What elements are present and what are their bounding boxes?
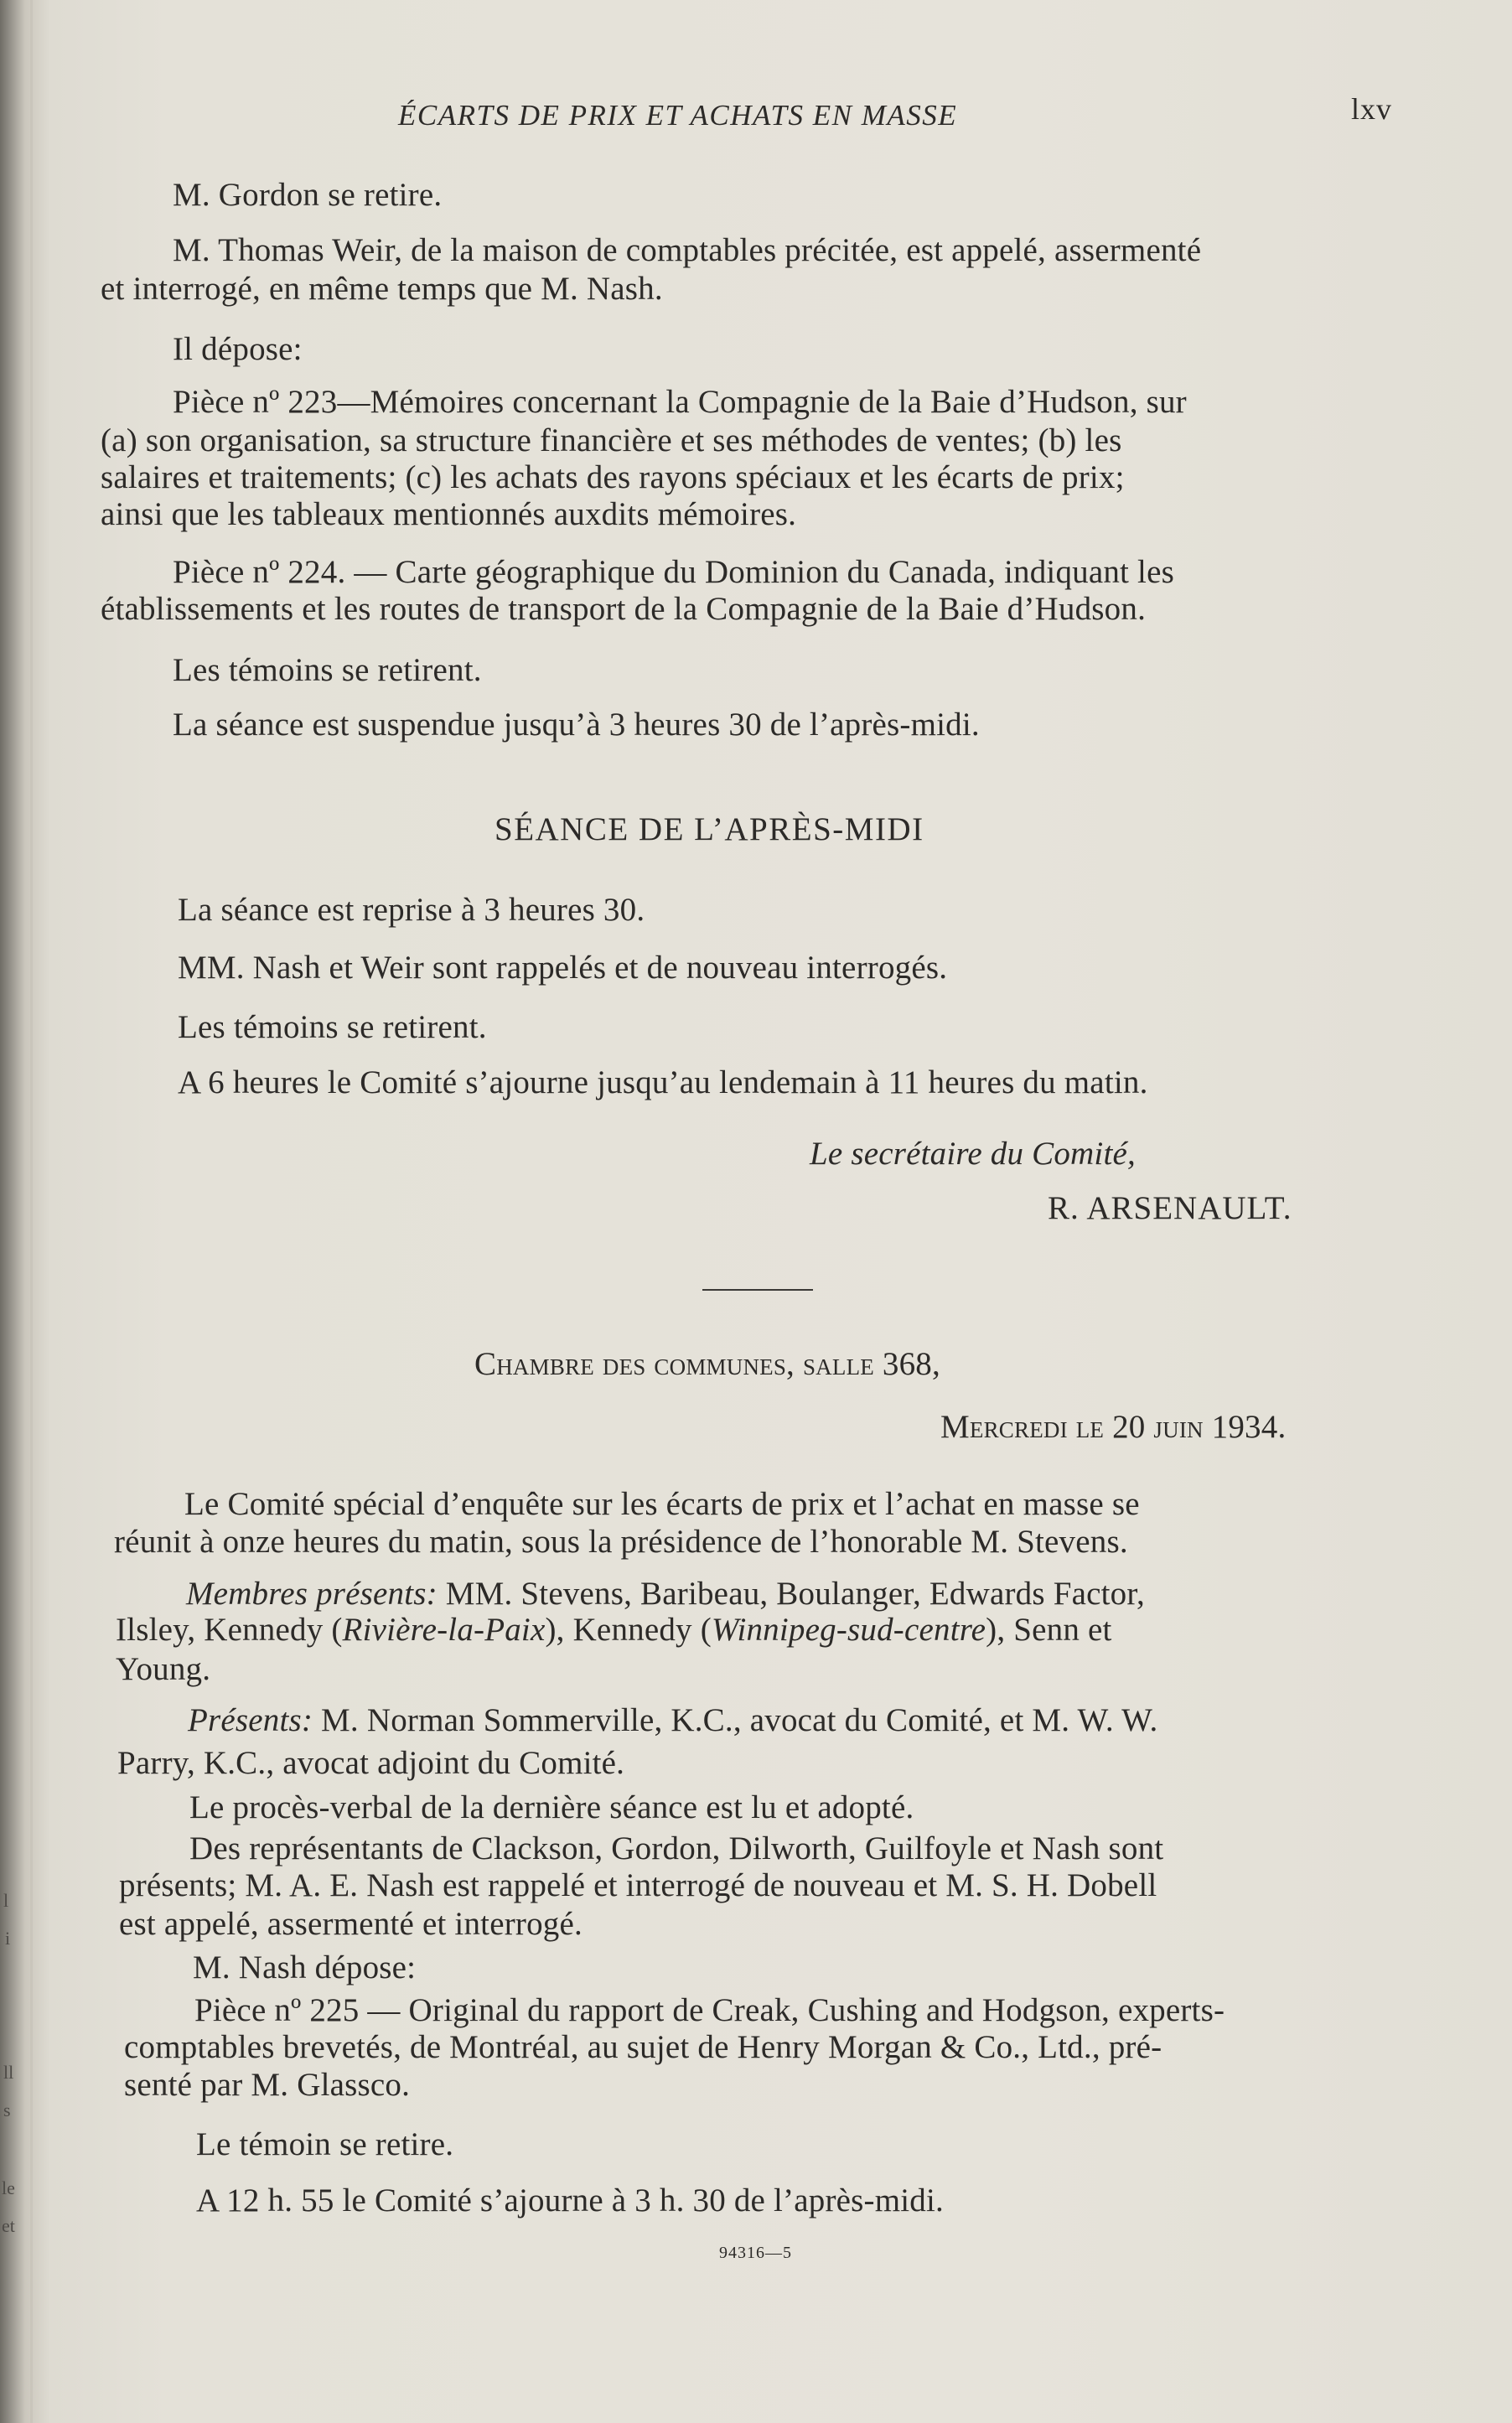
margin-mark: ll xyxy=(3,2062,14,2083)
members-text: ), Senn et xyxy=(986,1612,1112,1648)
riding-name: Rivière-la-Paix xyxy=(342,1612,546,1648)
paragraph-line: M. Gordon se retire. xyxy=(173,177,443,213)
members-line xyxy=(186,1577,1145,1610)
margin-mark: i xyxy=(5,1928,11,1949)
paragraph-line: Parry, K.C., avocat adjoint du Comité. xyxy=(117,1745,625,1781)
paragraph-line: et interrogé, en même temps que M. Nash. xyxy=(101,271,663,307)
running-title: ÉCARTS DE PRIX ET ACHATS EN MASSE xyxy=(398,99,958,132)
present-line xyxy=(188,1704,1158,1737)
paragraph-line: réunit à onze heures du matin, sous la présidence de l’honorable M. Stevens. xyxy=(114,1524,1128,1560)
paragraph-line: Pièce nº 223—Mémoires concernant la Compagnie de la Baie d’Hudson, sur xyxy=(173,384,1187,420)
margin-mark: et xyxy=(2,2215,15,2236)
paragraph-line: (a) son organisation, sa structure financière et ses méthodes de ventes; (b) les xyxy=(101,422,1122,458)
paragraph-line: Les témoins se retirent. xyxy=(178,1009,487,1045)
paragraph-line: La séance est reprise à 3 heures 30. xyxy=(178,892,645,928)
paragraph-line: Il dépose: xyxy=(173,331,303,367)
paragraph-line: comptables brevetés, de Montréal, au sujet de Henry Morgan & Co., Ltd., pré- xyxy=(124,2029,1162,2065)
page-number: lxv xyxy=(1351,92,1393,126)
paragraph-line: Le Comité spécial d’enquête sur les écarts de prix et l’achat en masse se xyxy=(184,1486,1140,1522)
paragraph-line: Pièce nº 224. — Carte géographique du Dominion du Canada, indiquant les xyxy=(173,554,1174,590)
paragraph-line: M. Thomas Weir, de la maison de comptables précitée, est appelé, assermenté xyxy=(173,232,1202,268)
paragraph-line: Pièce nº 225 — Original du rapport de Creak, Cushing and Hodgson, experts- xyxy=(194,1992,1225,2028)
members-label: Membres présents: xyxy=(186,1576,438,1612)
paragraph-line: est appelé, assermenté et interrogé. xyxy=(119,1906,583,1942)
present-list: M. Norman Sommerville, K.C., avocat du Comité, et M. W. W. xyxy=(313,1702,1158,1738)
paragraph-line: salaires et traitements; (c) les achats des rayons spéciaux et les écarts de prix; xyxy=(101,459,1125,495)
date-line: Mercredi le 20 juin 1934. xyxy=(940,1409,1287,1445)
paragraph-line: Le procès-verbal de la dernière séance est lu et adopté. xyxy=(189,1789,914,1825)
paragraph-line: présents; M. A. E. Nash est rappelé et interrogé de nouveau et M. S. H. Dobell xyxy=(119,1867,1157,1903)
margin-mark: l xyxy=(3,1890,9,1911)
paragraph-line: ainsi que les tableaux mentionnés auxdits mémoires. xyxy=(101,496,797,532)
signature-mark: 94316—5 xyxy=(719,2244,792,2262)
signature-title: Le secrétaire du Comité, xyxy=(810,1136,1136,1172)
paragraph-line: M. Nash dépose: xyxy=(193,1949,417,1986)
members-list: MM. Stevens, Baribeau, Boulanger, Edwards Factor, xyxy=(437,1576,1145,1612)
place-line: Chambre des communes, salle 368, xyxy=(474,1346,940,1382)
section-heading: SÉANCE DE L’APRÈS-MIDI xyxy=(495,811,924,847)
paragraph-line: établissements et les routes de transport de la Compagnie de la Baie d’Hudson. xyxy=(101,591,1147,627)
present-label: Présents: xyxy=(188,1702,313,1738)
margin-mark: s xyxy=(3,2099,11,2120)
paragraph-line: MM. Nash et Weir sont rappelés et de nouveau interrogés. xyxy=(178,950,948,986)
paragraph-line: senté par M. Glassco. xyxy=(124,2067,411,2103)
signature-name: R. ARSENAULT. xyxy=(1048,1190,1292,1226)
paragraph-line: Le témoin se retire. xyxy=(196,2126,454,2162)
paragraph-line: La séance est suspendue jusqu’à 3 heures 30 de l’après-midi. xyxy=(173,707,980,743)
members-text: Ilsley, Kennedy ( xyxy=(116,1612,343,1648)
paragraph-line: Young. xyxy=(116,1651,211,1687)
paragraph-line: A 6 heures le Comité s’ajourne jusqu’au lendemain à 11 heures du matin. xyxy=(178,1064,1148,1100)
members-text: ), Kennedy ( xyxy=(545,1612,712,1648)
binding-gutter xyxy=(30,0,33,2423)
margin-mark: le xyxy=(2,2177,15,2198)
members-line xyxy=(116,1613,1112,1646)
paragraph-line: Les témoins se retirent. xyxy=(173,652,482,688)
paragraph-line: A 12 h. 55 le Comité s’ajourne à 3 h. 30 de l’après-midi. xyxy=(196,2182,944,2218)
section-divider xyxy=(702,1289,813,1291)
riding-name: Winnipeg-sud-centre xyxy=(711,1612,986,1648)
paragraph-line: Des représentants de Clackson, Gordon, Dilworth, Guilfoyle et Nash sont xyxy=(189,1830,1164,1866)
